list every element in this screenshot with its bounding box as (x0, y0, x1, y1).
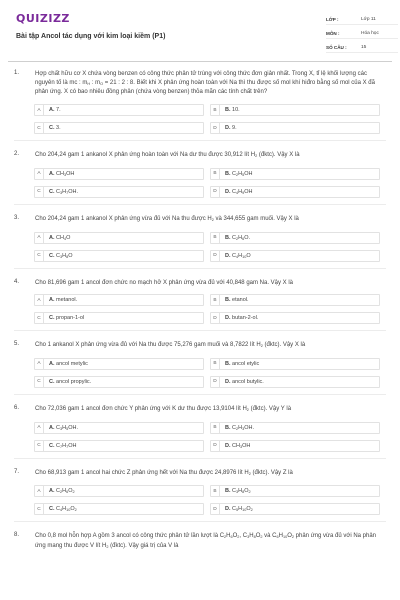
answer-option-c[interactable] (34, 376, 204, 388)
answer-option-d[interactable] (210, 312, 380, 324)
option-letter-box: C (35, 377, 44, 387)
question-number: 4. (14, 278, 20, 285)
option-text: A. $CH_3OH$ (49, 170, 75, 177)
option-text: A. $CH_4O$ (49, 234, 71, 241)
meta-row-count (326, 43, 398, 53)
question-text: Cho 72,036 gam 1 ancol đơn chức Y phản ứng với K dư thu được 13,9104 lít $H_2$ (đktc). Vậy Y là (35, 405, 292, 412)
question-text: Cho 0,8 mol hỗn hợp A gồm 3 ancol có công thức phân tử lần lượt là $C_2H_6O_2$, $C_3H_8O_2$ và $C_6H_{10}O_2$ phản ứng vừa đủ với Na phản ứng mang thu được V lít $H_2$ (đktc). Vậy giá trị của V là (35, 533, 377, 550)
option-letter-box: D (211, 251, 220, 261)
answer-options (34, 168, 386, 198)
option-letter-box: C (35, 441, 44, 451)
question-number: 6. (14, 404, 20, 411)
option-letter-box: B (211, 295, 220, 305)
option-letter-box: B (211, 105, 220, 115)
option-letter-box: A (35, 423, 44, 433)
question-divider (14, 204, 386, 205)
question-item (14, 70, 386, 134)
question-number: 7. (14, 468, 20, 475)
option-text: D. $CH_3OH$ (225, 442, 251, 449)
question-number: 2. (14, 151, 20, 158)
answer-row (34, 250, 386, 262)
question-item (14, 405, 386, 452)
option-text: A. 7. (49, 107, 61, 114)
answer-option-b[interactable] (210, 294, 380, 306)
answer-option-a[interactable] (34, 232, 204, 244)
worksheet-header (8, 0, 392, 62)
meta-label: SỐ CÂU : (326, 45, 347, 50)
option-text: D. $C_5H_{10}O_2$ (225, 506, 253, 513)
option-text: A. ancol metylic (49, 360, 88, 367)
option-text: D. 9. (225, 125, 237, 132)
option-letter-box: A (35, 359, 44, 369)
option-letter-box: A (35, 233, 44, 243)
question-number: 1. (14, 70, 20, 76)
option-letter-box: C (35, 313, 44, 323)
answer-option-c[interactable] (34, 440, 204, 452)
meta-label: MÔN : (326, 31, 340, 36)
option-letter-box: A (35, 486, 44, 496)
option-letter-box: B (211, 233, 220, 243)
question-divider (14, 521, 386, 522)
meta-value: Hóa học (361, 31, 379, 36)
question-divider (14, 330, 386, 331)
answer-option-b[interactable] (210, 422, 380, 434)
option-letter-box: D (211, 187, 220, 197)
question-text: Cho 1 ankanol X phản ứng vừa đủ với Na thu được 75,276 gam muối và 8,7822 lít $H_2$ (đktc). Vậy X là (35, 342, 306, 349)
option-text: B. $C_3H_8O_2$ (225, 488, 251, 495)
question-text: Hợp chất hữu cơ X chứa vòng benzen có công thức phân tử trùng với công thức đơn giản nhất. Trong X, tỉ lệ khối lượng các nguyên tố là mc : $m_H$ : $m_O = 21$ : 2 : 8. Biết khi X phản ứng hoàn toàn với Na thì thu được số mol khí hiđro bằng số mol của X đã phản ứng. X có bao nhiêu đồng phân (chứa vòng benzen) thỏa mãn các tính chất trên? (35, 71, 375, 96)
answer-option-d[interactable] (210, 186, 380, 198)
question-text: Cho 204,24 gam 1 ankanol X phản ứng hoàn toàn với Na dư thu được 30,912 lít $H_2$ (đktc). Vậy X là (35, 152, 300, 159)
option-text: B. 10. (225, 107, 240, 114)
answer-option-a[interactable] (34, 422, 204, 434)
option-letter-box: A (35, 105, 44, 115)
option-letter-box: C (35, 123, 44, 133)
option-text: B. $C_2H_5OH$ (225, 170, 253, 177)
quizizz-logo: QUIZIZZ (16, 12, 70, 25)
question-item (14, 215, 386, 262)
question-divider (14, 458, 386, 459)
answer-option-c[interactable] (34, 250, 204, 262)
answer-row (34, 440, 386, 452)
option-text: C. $C_7H_7OH$ (49, 442, 77, 449)
option-text: D. $C_4H_9OH$ (225, 188, 253, 195)
option-letter-box: C (35, 251, 44, 261)
worksheet-title: Bài tập Ancol tác dụng với kim loại kiềm (P1) (16, 33, 166, 40)
answer-option-d[interactable] (210, 376, 380, 388)
answer-option-a[interactable] (34, 485, 204, 497)
answer-option-c[interactable] (34, 186, 204, 198)
option-text: D. ancol butylic. (225, 378, 264, 385)
meta-value: 15 (361, 45, 367, 50)
answer-row (34, 358, 386, 370)
answer-row (34, 503, 386, 515)
answer-row (34, 376, 386, 388)
question-list (0, 70, 400, 552)
answer-option-b[interactable] (210, 358, 380, 370)
option-letter-box: B (211, 486, 220, 496)
answer-option-c[interactable] (34, 503, 204, 515)
answer-options (34, 485, 386, 515)
answer-option-d[interactable] (210, 503, 380, 515)
question-text: Cho 68,913 gam 1 ancol hai chức Z phản ứng hết với Na thu được 24,8976 lít $H_2$ (đktc). Vậy Z là (35, 469, 293, 476)
answer-options (34, 232, 386, 262)
option-letter-box: D (211, 123, 220, 133)
answer-options (34, 422, 386, 452)
question-divider (14, 394, 386, 395)
answer-options (34, 104, 386, 134)
worksheet-meta (326, 15, 398, 57)
option-text: C. ancol propylic. (49, 378, 92, 385)
question-number: 3. (14, 214, 20, 221)
answer-row (34, 485, 386, 497)
option-letter-box: C (35, 504, 44, 514)
question-text: Cho 204,24 gam 1 ankanol X phản ứng vừa đủ với Na thu được $H_2$ và 344,655 gam muối. Vậy X là (35, 215, 299, 222)
option-text: A. $C_2H_6O_2$ (49, 488, 75, 495)
answer-row (34, 122, 386, 134)
option-text: A. metanol. (49, 297, 78, 304)
answer-option-c[interactable] (34, 122, 204, 134)
option-letter-box: A (35, 295, 44, 305)
question-item (14, 151, 386, 198)
option-text: D. butan-2-ol. (225, 315, 259, 322)
question-item (14, 532, 386, 551)
option-letter-box: D (211, 441, 220, 451)
option-text: B. etanol. (225, 297, 249, 304)
answer-option-b[interactable] (210, 485, 380, 497)
answer-option-b[interactable] (210, 104, 380, 116)
option-letter-box: B (211, 423, 220, 433)
question-item (14, 469, 386, 516)
option-letter-box: D (211, 313, 220, 323)
answer-option-a[interactable] (34, 104, 204, 116)
option-text: C. propan-1-ol (49, 315, 85, 322)
question-item (14, 341, 386, 388)
question-divider (14, 268, 386, 269)
option-text: C. $C_3H_8O$ (49, 252, 73, 259)
question-divider (14, 140, 386, 141)
answer-option-b[interactable] (210, 232, 380, 244)
option-text: B. $C_2H_3OH$. (225, 424, 255, 431)
option-text: B. ancol etylic (225, 360, 260, 367)
answer-row (34, 422, 386, 434)
answer-options (34, 358, 386, 388)
answer-row (34, 104, 386, 116)
answer-options (34, 294, 386, 324)
option-letter-box: C (35, 187, 44, 197)
option-letter-box: B (211, 169, 220, 179)
answer-option-d[interactable] (210, 250, 380, 262)
answer-option-a[interactable] (34, 358, 204, 370)
meta-value: Lớp 11 (361, 17, 376, 22)
option-text: D. $C_4H_{10}O$ (225, 252, 251, 259)
question-text: Cho 81,696 gam 1 ancol đơn chức no mạch hở X phản ứng vừa đủ với 40,848 gam Na. Vậy X là (35, 279, 294, 286)
answer-row (34, 294, 386, 306)
answer-option-a[interactable] (34, 168, 204, 180)
answer-row (34, 312, 386, 324)
answer-option-d[interactable] (210, 440, 380, 452)
question-item (14, 279, 386, 325)
meta-row-subject (326, 29, 398, 39)
answer-row (34, 232, 386, 244)
meta-label: LỚP : (326, 17, 339, 22)
answer-option-c[interactable] (34, 312, 204, 324)
option-letter-box: D (211, 377, 220, 387)
answer-row (34, 168, 386, 180)
option-text: C. $C_4H_{10}O_2$ (49, 506, 77, 513)
question-number: 5. (14, 341, 20, 348)
option-text: B. $C_2H_6O$. (225, 234, 251, 241)
option-letter-box: D (211, 504, 220, 514)
answer-row (34, 186, 386, 198)
meta-row-class (326, 15, 398, 25)
answer-option-a[interactable] (34, 294, 204, 306)
option-text: A. $C_3H_5OH$. (49, 424, 79, 431)
option-letter-box: B (211, 359, 220, 369)
question-number: 8. (14, 532, 20, 539)
option-text: C. $C_3H_7OH$. (49, 188, 79, 195)
answer-option-d[interactable] (210, 122, 380, 134)
option-letter-box: A (35, 169, 44, 179)
answer-option-b[interactable] (210, 168, 380, 180)
option-text: C. 3. (49, 125, 61, 132)
